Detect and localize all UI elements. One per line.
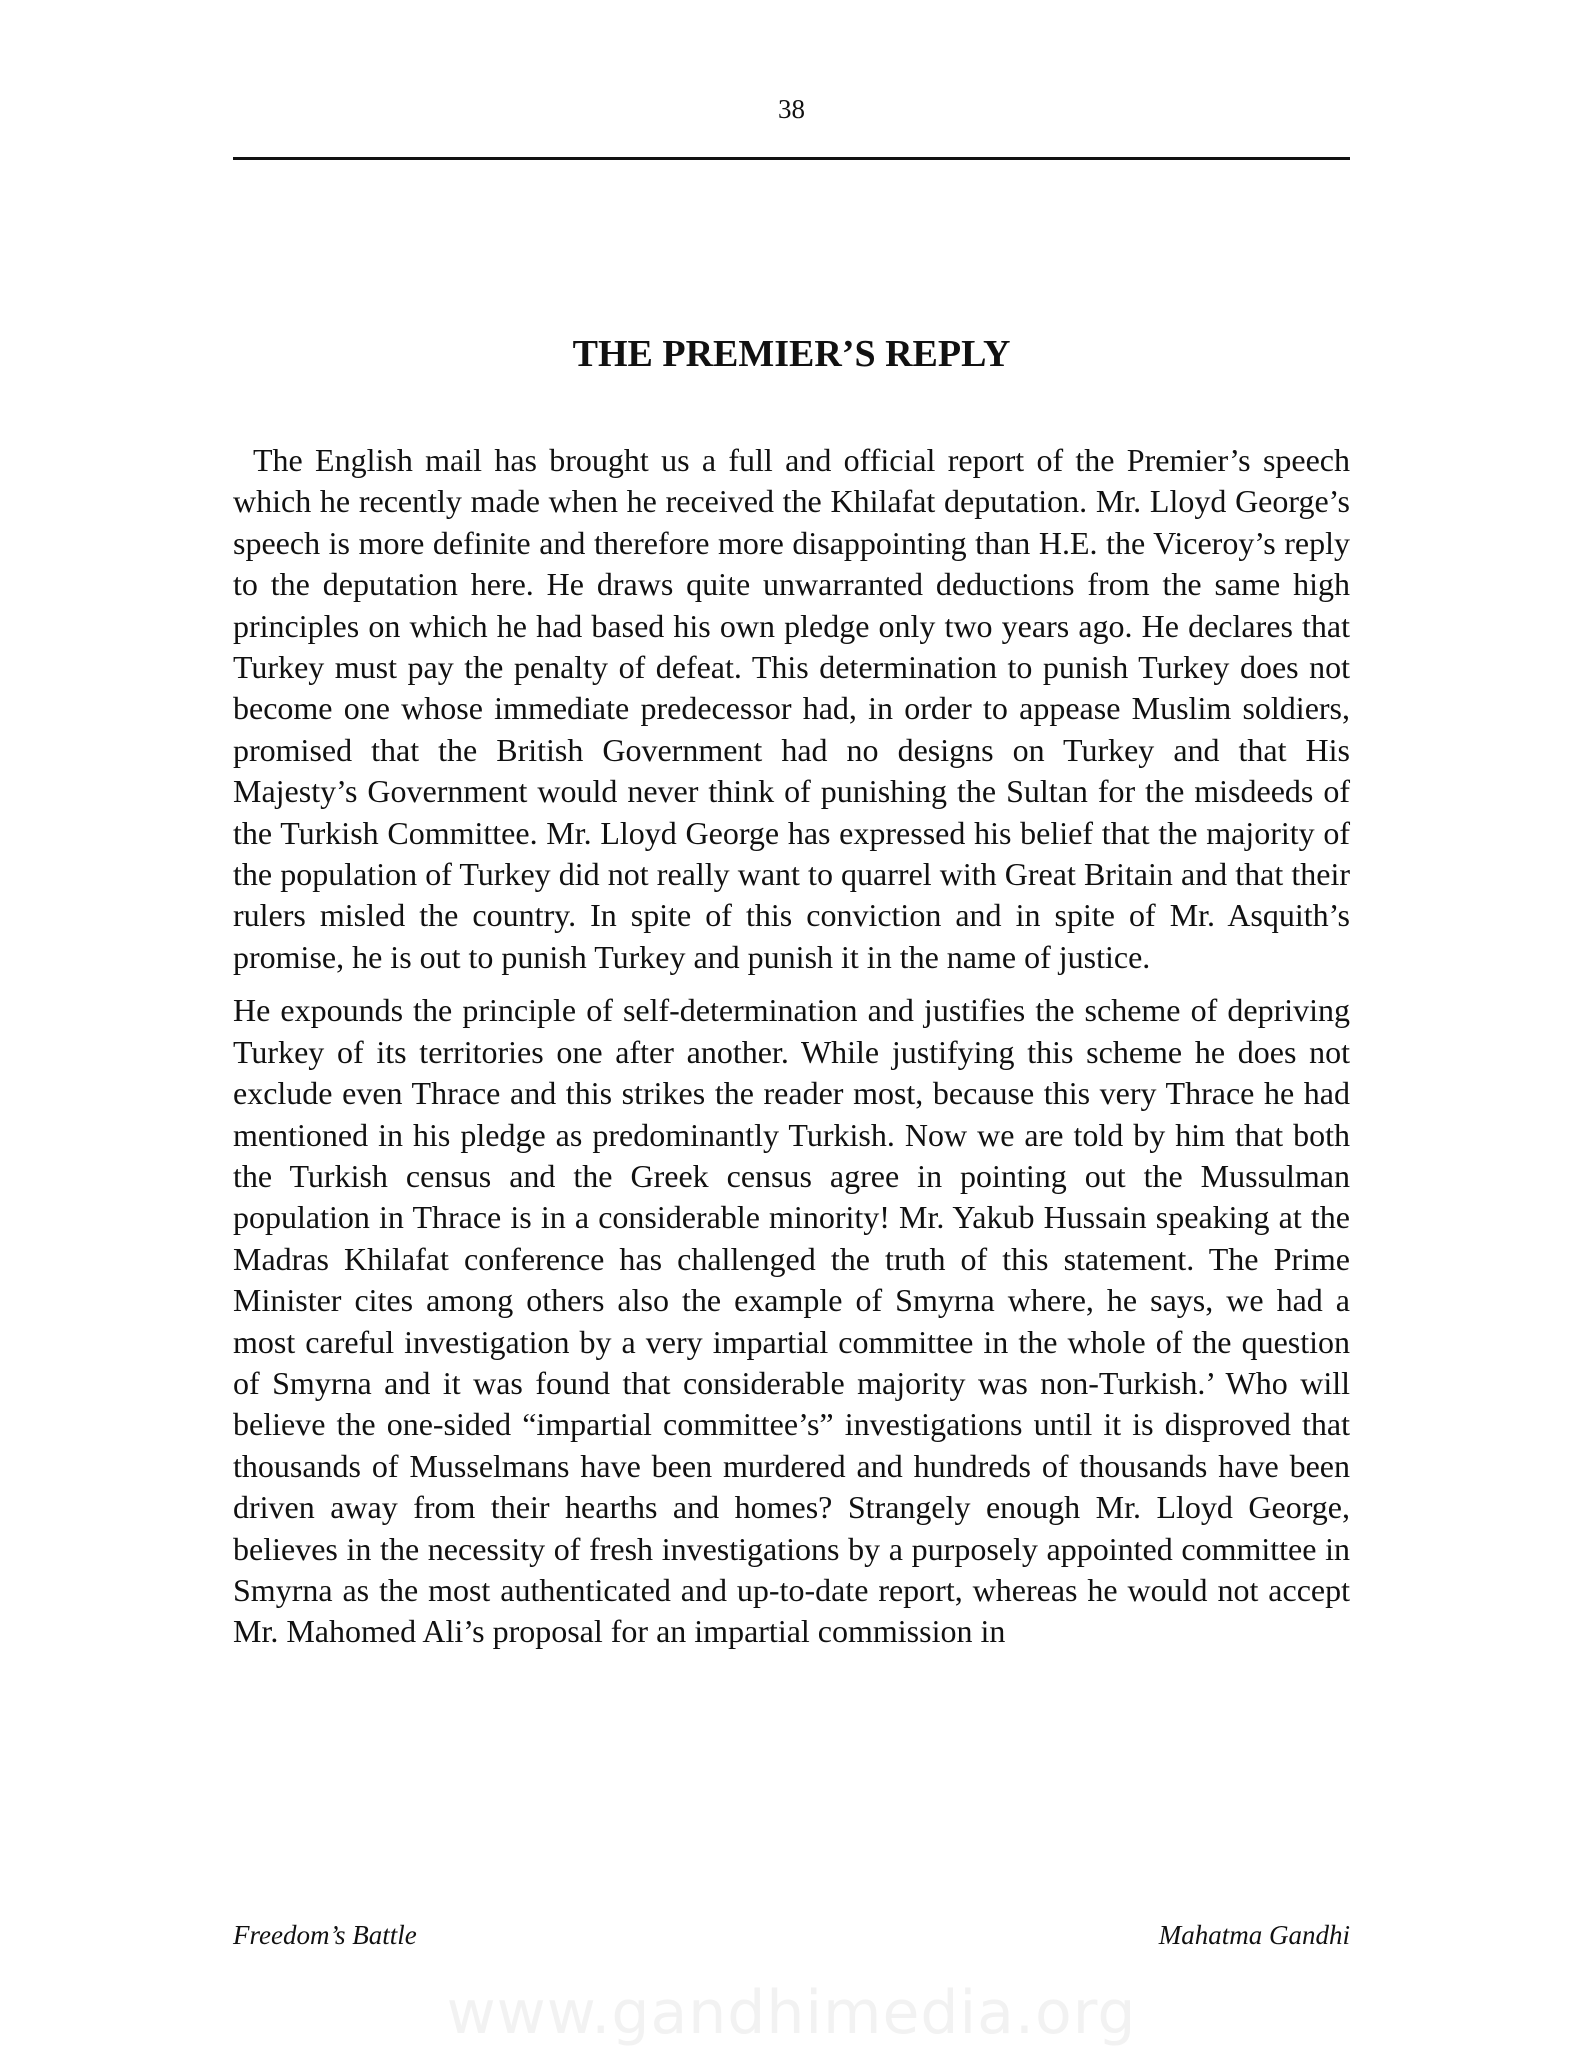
watermark: www.gandhimedia.org (446, 1978, 1137, 2048)
paragraph-2: He expounds the principle of self-determination and justifies the scheme of depriving Turkey of its territories one after another. While justifying this scheme he does not exclude even Thrace and this strikes the reader most, because this very Thrace he had mentioned in his pledge as predominantly Turkish. Now we are told by him that both the Turkish census and the Greek census agree in pointing out the Mussulman population in Thrace is in a considerable minority! Mr. Yakub Hussain speaking at the Madras Khilafat conference has challenged the truth of this statement. The Prime Minister cites among others also the example of Smyrna where, he says, we had a most careful investigation by a very impartial committee in the whole of the question of Smyrna and it was found that considerable majority was non-Turkish.’ Who will believe the one-sided “impartial committee’s” investigations until it is disproved that thousands of Musselmans have been murdered and hundreds of thousands have been driven away from their hearths and homes? Strangely enough Mr. Lloyd George, believes in the necessity of fresh investigations by a purposely appointed committee in Smyrna as the most authenticated and up-to-date report, whereas he would not accept Mr. Mahomed Ali’s proposal for an impartial commission in (233, 992, 1350, 1650)
header-rule (233, 157, 1350, 160)
paragraph-1: The English mail has brought us a full and official report of the Premier’s speech which he recently made when he received the Khilafat deputation. Mr. Lloyd George’s speech is more definite and therefore more disappointing than H.E. the Viceroy’s reply to the deputation here. He draws quite unwarranted deductions from the same high principles on which he had based his own pledge only two years ago. He declares that Turkey must pay the penalty of defeat. This determination to punish Turkey does not become one whose immediate predecessor had, in order to appease Muslim soldiers, promised that the British Government had no designs on Turkey and that His Majesty’s Government would never think of punishing the Sultan for the misdeeds of the Turkish Committee. Mr. Lloyd George has expressed his belief that the majority of the population of Turkey did not really want to quarrel with Great Britain and that their rulers misled the country. In spite of this conviction and in spite of Mr. Asquith’s promise, he is out to punish Turkey and punish it in the name of justice. (233, 442, 1350, 975)
page-number: 38 (778, 94, 805, 124)
footer-book-title: Freedom’s Battle (233, 1920, 417, 1950)
article-title: THE PREMIER’S REPLY (572, 333, 1011, 375)
footer-author: Mahatma Gandhi (1158, 1920, 1350, 1950)
article-body (233, 440, 1350, 1653)
